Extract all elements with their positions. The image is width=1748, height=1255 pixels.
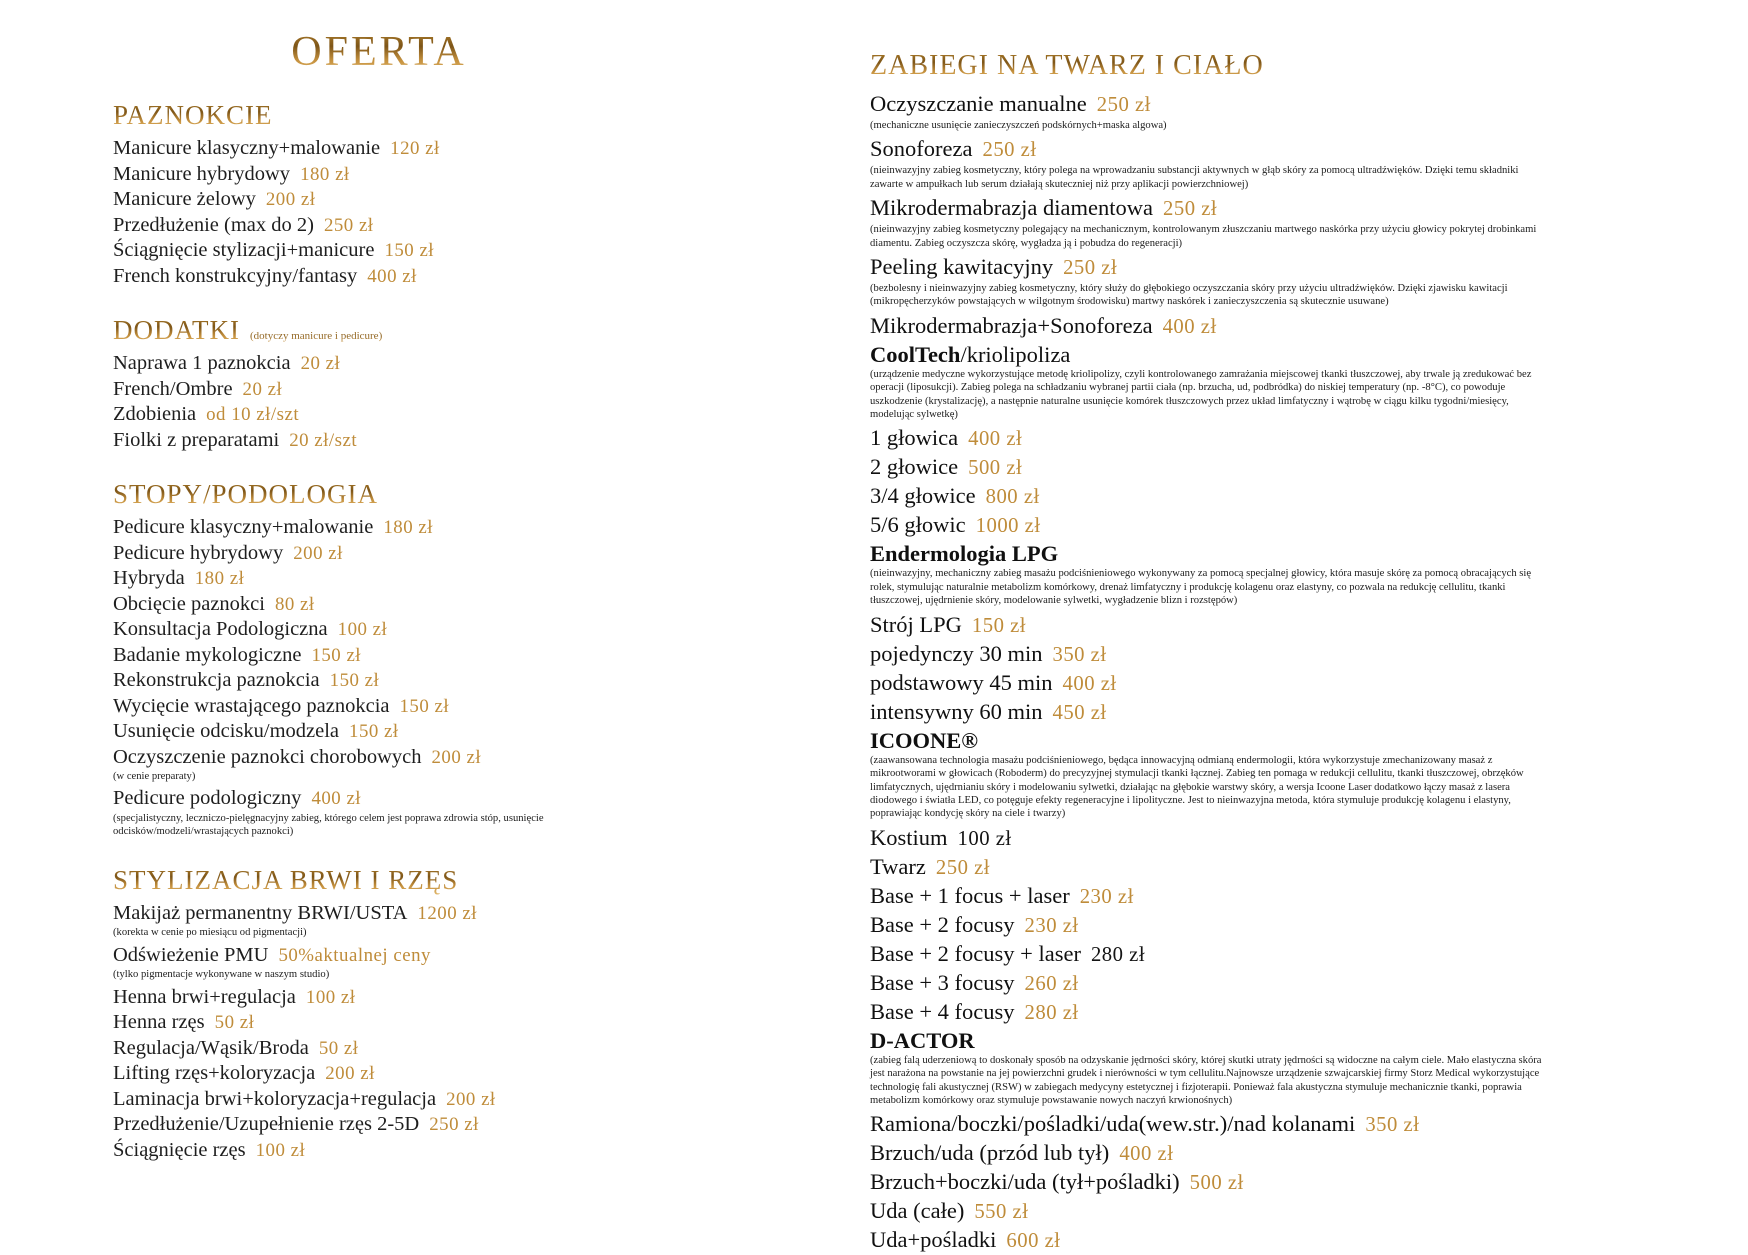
menu-item — [870, 312, 1542, 341]
menu-item — [870, 611, 1542, 640]
item-price: 260 zł — [1024, 972, 1079, 995]
item-name: Uda+pośladki — [870, 1227, 997, 1253]
item-name: Rekonstrukcja paznokcia — [113, 669, 320, 691]
menu-item — [113, 1087, 669, 1113]
item-price: 250 zł — [982, 139, 1037, 162]
item-name: Manicure klasyczny+malowanie — [113, 137, 381, 159]
item-price: 550 zł — [974, 1201, 1029, 1224]
menu-item — [113, 402, 669, 428]
menu-item — [870, 727, 1542, 754]
item-name: Fiolki z preparatami — [113, 428, 280, 451]
menu-item — [870, 911, 1542, 940]
item-price: 400 zł — [1119, 1143, 1174, 1166]
menu-item — [113, 643, 669, 669]
section-heading-note: (dotyczy manicure i pedicure) — [249, 330, 383, 342]
section — [113, 315, 669, 453]
item-name: Oczyszczenie paznokci chorobowych — [113, 745, 422, 768]
item-price: 250 zł — [429, 1114, 479, 1136]
item-name: 2 głowice — [870, 454, 959, 480]
item-note: (zabieg falą uderzeniową to doskonały sposób na odzyskanie jędrności skóry, której skutki utraty jędrności są widoczne na całym ciele. Mało elastyczna skóra jest narażona na powstanie na jej powierzchni grudek i nierówności w tym cellulitu.Najnowsze urządzenie szwajcarskiej firmy Storz Medical wykorzystujące technologię fali akustycznej (RSW) w zabiegach medycyny estetycznej i fizjoterapii. Ponieważ fala akustyczna stymuluje mechanicznie tkanki, poprawia metabolizm komórkowy oraz stymuluje powstawanie nowych naczyń krwionośnych) — [870, 1054, 1542, 1106]
item-price: 400 zł — [968, 428, 1023, 451]
item-price: 230 zł — [1079, 885, 1134, 908]
menu-item — [870, 453, 1542, 482]
item-price: 100 zł — [337, 619, 388, 640]
item-name: intensywny 60 min — [870, 698, 1043, 724]
item-price: 200 zł — [431, 746, 482, 768]
menu-item — [870, 424, 1542, 453]
treatments-heading: ZABIEGI NA TWARZ I CIAŁO — [870, 50, 1542, 82]
section-heading — [113, 315, 669, 346]
item-price: 400 zł — [1162, 315, 1217, 338]
menu-item — [113, 1138, 669, 1164]
item-name: Base + 1 focus + laser — [870, 882, 1070, 908]
item-note: (mechaniczne usunięcie zanieczyszczeń podskórnych+maska algowa) — [870, 120, 1167, 131]
item-name: Mikrodermabrazja diamentowa — [870, 195, 1154, 221]
item-price: 50%aktualnej ceny — [278, 944, 431, 966]
item-price: 600 zł — [1006, 1230, 1061, 1253]
item-name: podstawowy 45 min — [870, 669, 1053, 695]
item-name: Manicure hybrydowy — [113, 162, 291, 185]
item-name: Base + 2 focusy — [870, 911, 1015, 937]
item-price: 280 zł — [1090, 943, 1146, 966]
item-price: 150 zł — [329, 670, 380, 691]
item-price: od 10 zł/szt — [206, 404, 300, 425]
item-price: 1000 zł — [975, 515, 1041, 538]
item-price: 120 zł — [390, 138, 440, 159]
item-name: Konsultacja Podologiczna — [113, 618, 328, 640]
item-price: 100 zł — [305, 986, 356, 1008]
item-price: 200 zł — [446, 1088, 496, 1110]
item-name: Pedicure podologiczny — [113, 787, 302, 810]
item-price: 250 zł — [323, 214, 374, 236]
item-name: Henna brwi+regulacja — [113, 985, 296, 1008]
item-price: 150 zł — [349, 721, 399, 742]
menu-item — [113, 541, 669, 567]
item-price: 200 zł — [293, 542, 343, 564]
item-name: Manicure żelowy — [113, 188, 256, 210]
item-price: 150 zł — [971, 614, 1027, 637]
menu-item — [113, 1036, 669, 1062]
item-name: Ściągnięcie rzęs — [113, 1138, 246, 1161]
item-note: (urządzenie medyczne wykorzystujące metodę kriolipolizy, czyli kontrolowanego zamrażania miejscowej tkanki tłuszczowej, aby trwale ją zredukować bez operacji (liposukcji). Zabieg polega na schładzaniu wybranej partii ciała (np. brzucha, ud, podbródka) do niskiej temperatury (np. -8°C), co powoduje uszkodzenie (krystalizację), a następnie naturalne usunięcie komórek tłuszczowych przez układ limfatyczny i wątrobę w ciągu kilku tygodni/miesięcy, modelując sylwetkę) — [870, 368, 1532, 421]
section-heading-text: DODATKI — [113, 315, 240, 345]
item-price: 250 zł — [935, 856, 991, 879]
menu-item — [870, 1197, 1542, 1226]
item-note: (bezbolesny i nieinwazyjny zabieg kosmetyczny, który służy do głębokiego oczyszczania skóry przy użyciu ultradźwięków. Dzięki zjawisku kawitacji (mikropęcherzyków powstających w wilgotnym środowisku) martwy naskórek i zanieczyszczenia są skutecznie usuwane) — [870, 283, 1508, 308]
item-name: Peeling kawitacyjny — [870, 254, 1054, 280]
item-name: Sonoforeza — [870, 136, 973, 162]
menu-item — [113, 943, 669, 969]
item-note: (nieinwazyjny, mechaniczny zabieg masażu podciśnieniowego wykonywany za pomocą specjalnej głowicy, która masuje skórę za pomocą obracających się rolek, stymulując naturalnie metabolizm komórkowy, drenaż limfatyczny i produkcję kolagenu oraz elastyny, co pozwala na redukcję cellulitu, tkanki tłuszczowej, ujędrnienie skóry, modelowanie sylwetki, wygładzenie blizn i rozstępów) — [870, 568, 1532, 607]
item-name: ICOONE® — [870, 727, 979, 753]
item-name: Regulacja/Wąsik/Broda — [113, 1036, 309, 1059]
section-heading — [113, 865, 669, 896]
item-name: Odświeżenie PMU — [113, 943, 269, 966]
item-price: 250 zł — [1096, 94, 1151, 116]
item-note: (nieinwazyjny zabieg kosmetyczny, który polega na wprowadzaniu substancji aktywnych w głąb skóry za pomocą ultradźwięków. Dzięki temu składniki zawarte w ampułkach lub serum działają skuteczniej niż przy aplikacji powierzchniowej) — [870, 165, 1519, 190]
menu-item — [113, 1061, 669, 1087]
item-name: Ściągnięcie stylizacji+manicure — [113, 239, 375, 261]
item-price: 50 zł — [214, 1012, 255, 1034]
section-heading-text: STYLIZACJA BRWI I RZĘS — [113, 864, 459, 895]
menu-item — [870, 824, 1542, 853]
item-price: 1200 zł — [417, 902, 477, 924]
menu-item — [870, 882, 1542, 911]
menu-item — [870, 1139, 1542, 1168]
menu-item — [870, 640, 1542, 669]
item-price: 20 zł — [242, 378, 283, 400]
item-price: 50 zł — [318, 1037, 359, 1059]
menu-item — [113, 668, 669, 694]
item-price: 200 zł — [325, 1063, 375, 1085]
item-name: Hybryda — [113, 567, 185, 589]
item-price: 150 zł — [384, 240, 435, 261]
item-name: Przedłużenie/Uzupełnienie rzęs 2-5D — [113, 1113, 420, 1136]
item-name: Uda (całe) — [870, 1198, 965, 1224]
item-name: Base + 4 focusy — [870, 998, 1015, 1024]
item-name: Lifting rzęs+koloryzacja — [113, 1062, 316, 1085]
item-name: Kostium — [870, 824, 948, 850]
menu-item — [113, 1010, 669, 1036]
item-name: Base + 3 focusy — [870, 969, 1015, 995]
item-price: 200 zł — [265, 189, 316, 210]
menu-item — [870, 969, 1542, 998]
menu-item — [113, 592, 669, 618]
item-note: (nieinwazyjny zabieg kosmetyczny polegający na mechanicznym, kontrolowanym złuszczaniu martwego naskórka przy użyciu głowicy pokrytej drobinkami diamentu. Zabieg oczyszcza skórę, wygładza ją i pobudza do regeneracji) — [870, 224, 1537, 249]
item-note: (tylko pigmentacje wykonywane w naszym studio) — [113, 969, 330, 981]
item-name: Makijaż permanentny BRWI/USTA — [113, 901, 408, 924]
item-name: Endermologia LPG — [870, 541, 1059, 567]
item-price: 400 zł — [367, 265, 417, 287]
item-name: CoolTech/kriolipoliza — [870, 341, 1071, 367]
item-price: 20 zł/szt — [289, 429, 358, 451]
item-name: Usunięcie odcisku/modzela — [113, 720, 340, 742]
item-price: 100 zł — [255, 1139, 306, 1161]
menu-item — [113, 351, 669, 377]
item-price: 150 zł — [311, 644, 362, 666]
menu-item — [113, 515, 669, 541]
item-note: (specjalistyczny, leczniczo-pielęgnacyjny zabieg, którego celem jest poprawa zdrowia stóp, usunięcie odcisków/modzeli/wrastających paznokci) — [113, 812, 544, 838]
item-name: French konstrukcyjny/fantasy — [113, 264, 358, 287]
item-price: 100 zł — [957, 827, 1012, 850]
item-price: 350 zł — [1365, 1114, 1420, 1137]
menu-item — [870, 1168, 1542, 1197]
item-price: 80 zł — [274, 593, 315, 615]
menu-item — [113, 238, 669, 264]
item-price: 280 zł — [1024, 1001, 1079, 1024]
treatments-list — [870, 90, 1542, 1255]
item-price: 400 zł — [1062, 672, 1117, 695]
menu-item — [113, 786, 669, 812]
item-name: Pedicure klasyczny+malowanie — [113, 516, 374, 538]
section-heading-text: PAZNOKCIE — [113, 100, 273, 130]
item-name: Base + 2 focusy + laser — [870, 940, 1081, 966]
item-name: Laminacja brwi+koloryzacja+regulacja — [113, 1087, 437, 1110]
item-price: 800 zł — [985, 486, 1040, 509]
menu-item — [113, 745, 669, 771]
item-price: 180 zł — [300, 163, 350, 185]
menu-item — [870, 998, 1542, 1027]
right-column — [870, 50, 1542, 1255]
section-heading — [113, 479, 669, 510]
menu-item — [113, 566, 669, 592]
item-price: 250 zł — [1163, 198, 1218, 221]
section — [113, 865, 669, 1163]
menu-item — [870, 698, 1542, 727]
menu-item — [113, 264, 669, 290]
item-name: Naprawa 1 paznokcia — [113, 352, 291, 374]
left-sections — [113, 100, 669, 1163]
item-price: 180 zł — [383, 517, 433, 538]
item-name: Brzuch/uda (przód lub tył) — [870, 1140, 1110, 1166]
section-heading — [113, 100, 669, 131]
menu-item — [870, 669, 1542, 698]
item-name: 3/4 głowice — [870, 483, 976, 509]
item-price: 450 zł — [1052, 701, 1107, 724]
item-price: 350 zł — [1052, 643, 1107, 666]
item-name: 5/6 głowic — [870, 512, 966, 538]
item-name: 1 głowica — [870, 425, 959, 451]
section-heading-text: STOPY/PODOLOGIA — [113, 479, 379, 509]
menu-item — [113, 136, 669, 162]
section — [113, 100, 669, 289]
item-name: Przedłużenie (max do 2) — [113, 213, 314, 236]
item-name: Pedicure hybrydowy — [113, 541, 284, 564]
menu-item — [113, 162, 669, 188]
item-name: Wycięcie wrastającego paznokcia — [113, 694, 390, 717]
item-note: (korekta w cenie po miesiącu od pigmentacji) — [113, 927, 307, 939]
item-price: 180 zł — [194, 568, 245, 589]
item-name: Mikrodermabrazja+Sonoforeza — [870, 312, 1153, 338]
item-name: Zdobienia — [113, 403, 197, 425]
section — [113, 479, 669, 839]
menu-item — [870, 940, 1542, 969]
menu-item — [870, 253, 1542, 282]
item-price: 20 zł — [300, 353, 341, 374]
item-name: French/Ombre — [113, 377, 233, 400]
item-name: Twarz — [870, 853, 926, 879]
menu-item — [113, 377, 669, 403]
item-price: 250 zł — [1063, 257, 1118, 280]
menu-item — [870, 1110, 1542, 1139]
menu-item — [870, 853, 1542, 882]
item-price: 230 zł — [1024, 914, 1079, 937]
item-name: Strój LPG — [870, 611, 962, 637]
item-price: 500 zł — [968, 457, 1023, 480]
menu-item — [870, 540, 1542, 567]
menu-item — [113, 985, 669, 1011]
menu-item — [113, 213, 669, 239]
item-price: 150 zł — [399, 695, 450, 717]
menu-item — [113, 187, 669, 213]
menu-item — [870, 194, 1542, 223]
menu-item — [870, 511, 1542, 540]
menu-item — [870, 135, 1542, 164]
menu-item — [113, 1112, 669, 1138]
item-name: Obcięcie paznokci — [113, 592, 265, 615]
menu-item — [870, 1027, 1542, 1054]
menu-item — [870, 90, 1542, 119]
item-name: D-ACTOR — [870, 1027, 975, 1053]
menu-item — [870, 482, 1542, 511]
item-name: Badanie mykologiczne — [113, 643, 302, 666]
item-price: 400 zł — [311, 788, 362, 810]
item-name: pojedynczy 30 min — [870, 640, 1043, 666]
menu-item — [113, 901, 669, 927]
item-name: Henna rzęs — [113, 1011, 205, 1034]
menu-item — [113, 694, 669, 720]
menu-item — [113, 719, 669, 745]
menu-item — [870, 341, 1542, 368]
item-price: 500 zł — [1189, 1172, 1244, 1195]
item-name: Brzuch+boczki/uda (tył+pośladki) — [870, 1169, 1180, 1195]
item-name: Ramiona/boczki/pośladki/uda(wew.str.)/nad kolanami — [870, 1111, 1356, 1137]
menu-item — [113, 428, 669, 454]
menu-item — [113, 617, 669, 643]
item-name: Oczyszczanie manualne — [870, 91, 1087, 116]
page-title: OFERTA — [113, 28, 645, 76]
left-column — [113, 28, 669, 1189]
item-note: (w cenie preparaty) — [113, 771, 196, 782]
item-note: (zaawansowana technologia masażu podciśnieniowego, będąca innowacyjną odmianą endermologii, która wykorzystuje zmechanizowany masaż z mikrootworami w głowicach (Roboderm) do precyzyjnej stymulacji tkanki łącznej. Zabieg ten pomaga w redukcji cellulitu, tkanki tłuszczowej, obrzęków limfatycznych, ujędrnianiu skóry i modelowaniu sylwetki, działając na głębokie warstwy skóry, a wersja Icoone Laser dodatkowo łączy masaż z lasera diodowego i światła LED, co potęguje efekty regeneracyjne i lipolityczne. Jest to nieinwazyjna metoda, która stymuluje produkcję kolagenu i elastyny, poprawiając kondycję skóry na ciele i twarzy) — [870, 754, 1524, 820]
